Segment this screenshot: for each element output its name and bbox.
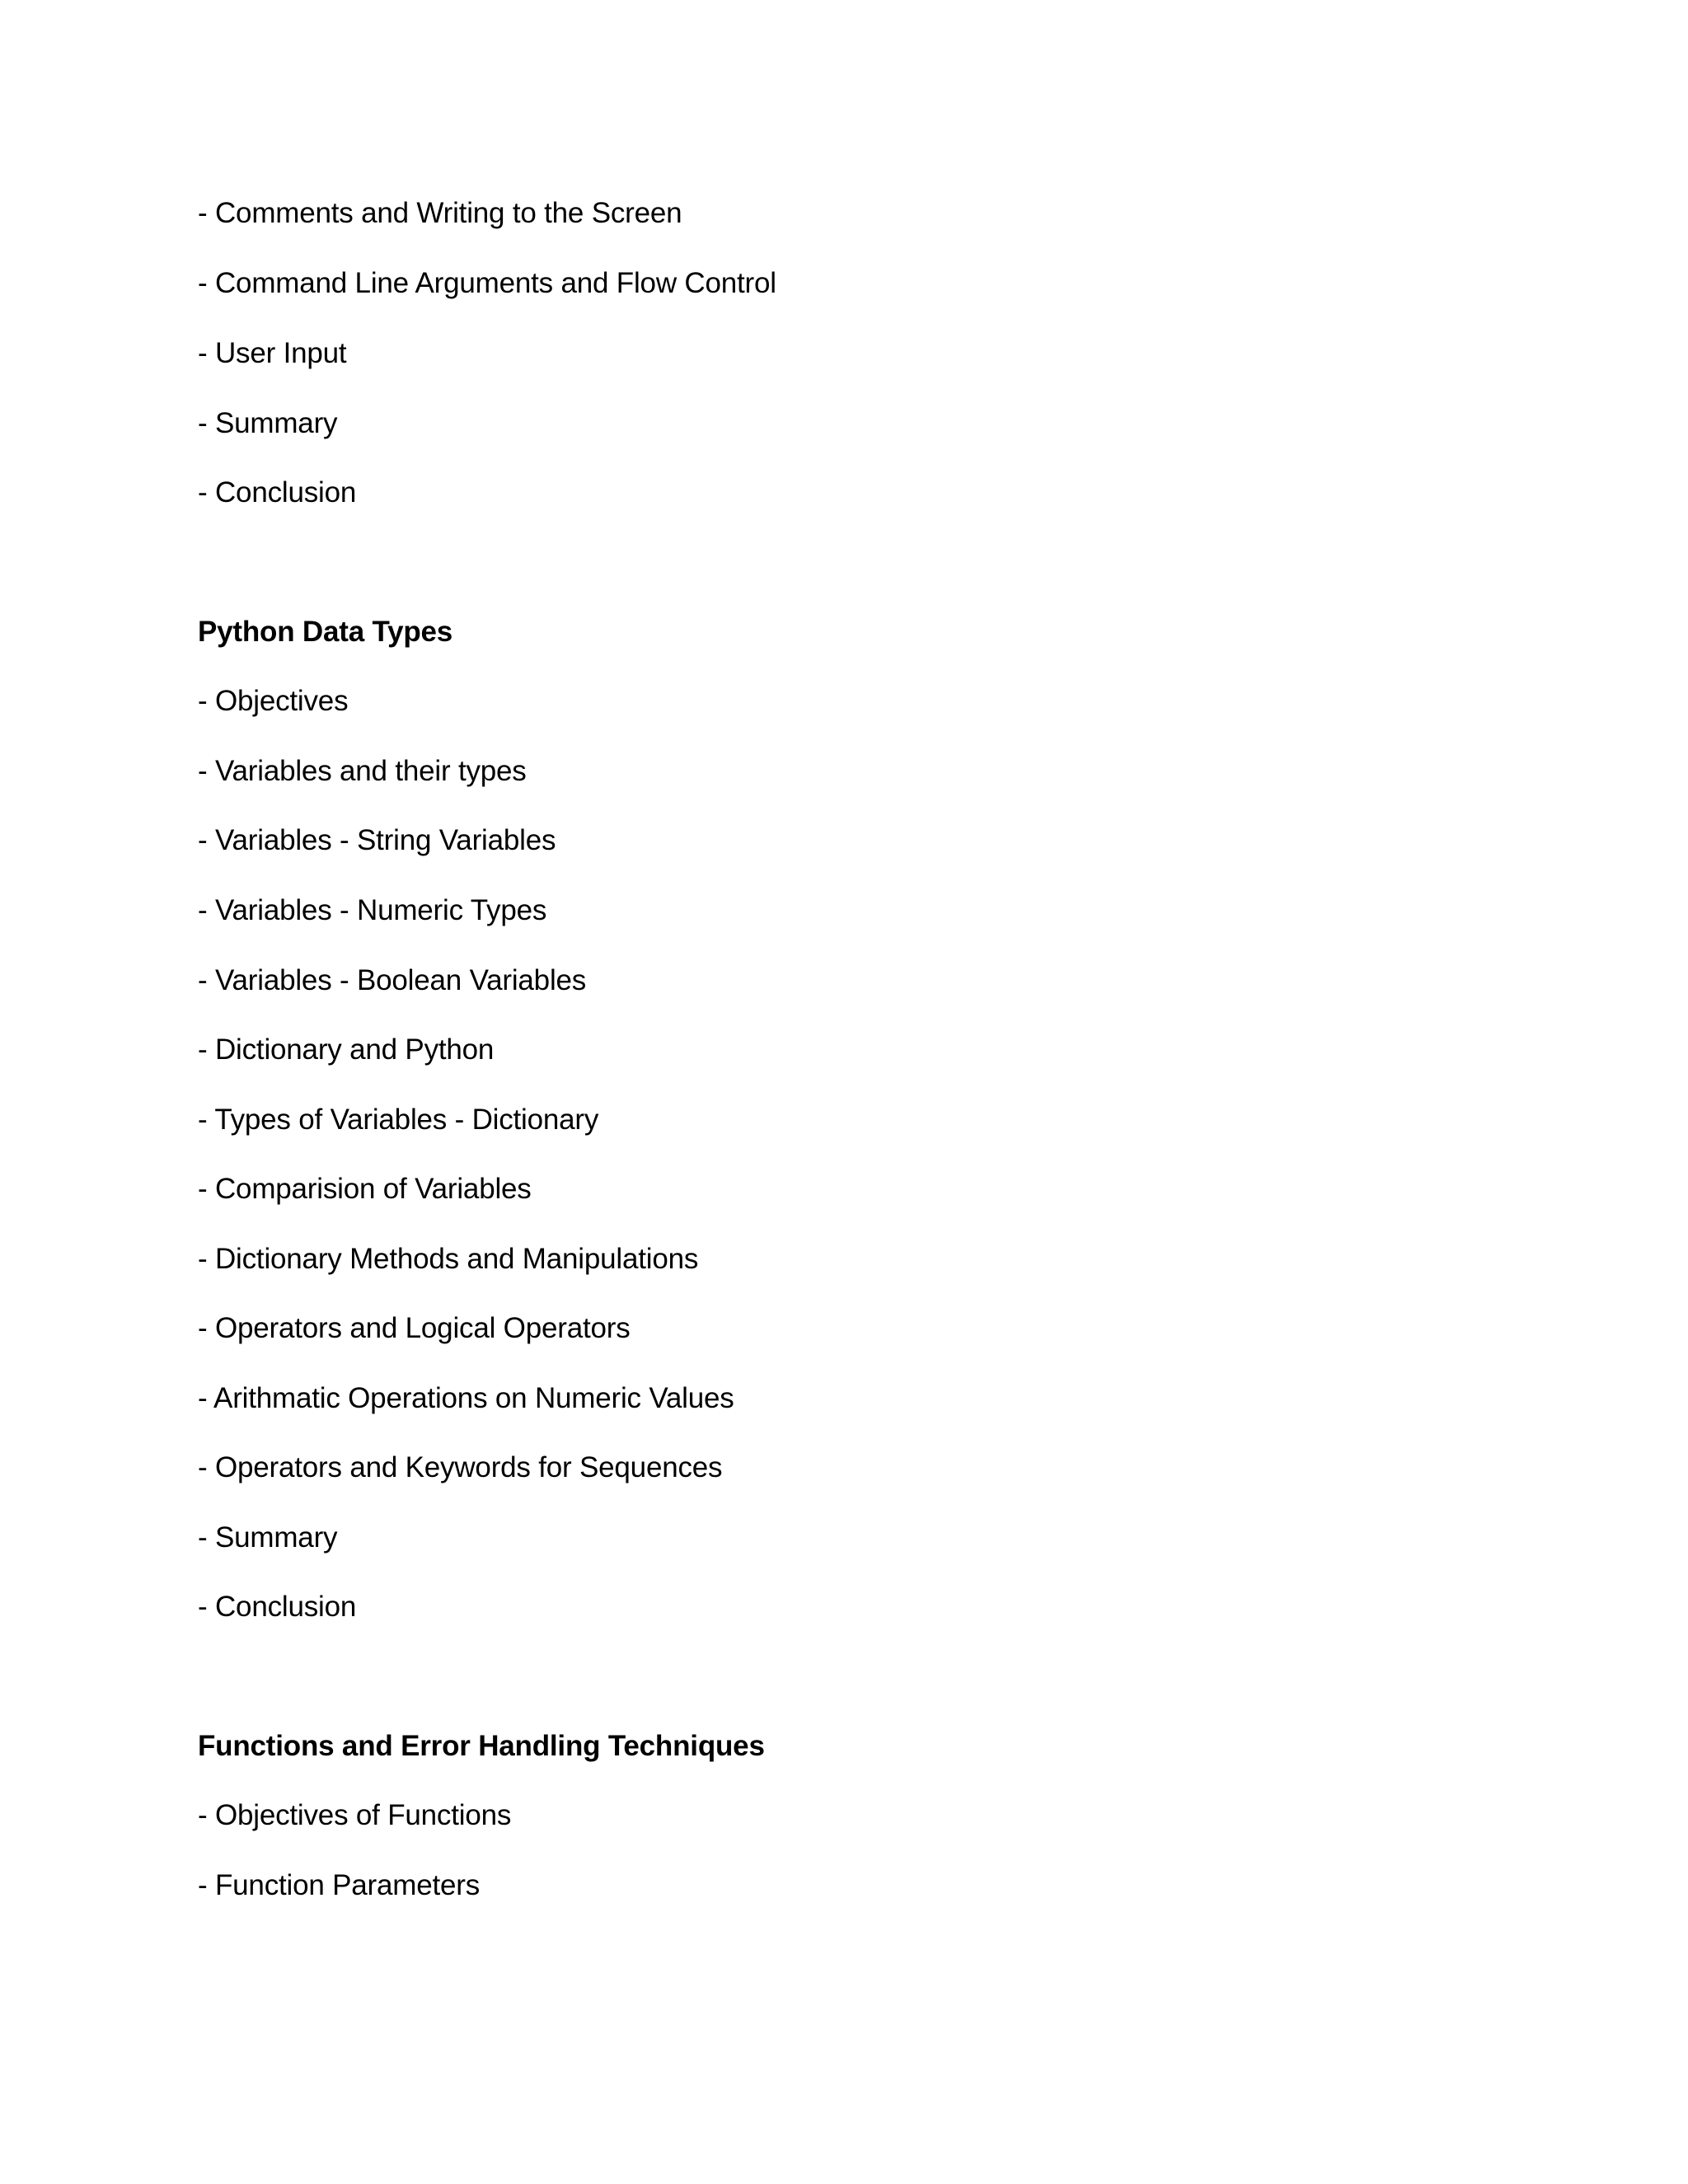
list-item: - Dictionary Methods and Manipulations (198, 1243, 699, 1275)
list-item: - Command Line Arguments and Flow Control (198, 267, 776, 299)
list-item: - Summary (198, 1521, 338, 1554)
list-item: - Comments and Writing to the Screen (198, 197, 682, 229)
list-item: - Types of Variables - Dictionary (198, 1104, 599, 1136)
list-item: - Function Parameters (198, 1869, 481, 1901)
list-item: - Objectives of Functions (198, 1799, 512, 1831)
list-item: - Variables - Numeric Types (198, 894, 547, 926)
list-item: - Objectives (198, 685, 349, 717)
section-heading: Python Data Types (198, 616, 453, 648)
list-item: - User Input (198, 337, 347, 369)
list-item: - Conclusion (198, 476, 357, 509)
list-item: - Conclusion (198, 1591, 357, 1623)
list-item: - Summary (198, 407, 338, 439)
list-item: - Dictionary and Python (198, 1033, 495, 1066)
list-item: - Variables and their types (198, 755, 527, 787)
list-item: - Arithmatic Operations on Numeric Values (198, 1382, 734, 1414)
list-item: - Operators and Logical Operators (198, 1312, 631, 1344)
list-item: - Comparision of Variables (198, 1173, 532, 1205)
list-item: - Operators and Keywords for Sequences (198, 1451, 723, 1483)
section-heading: Functions and Error Handling Techniques (198, 1730, 765, 1762)
list-item: - Variables - Boolean Variables (198, 964, 587, 996)
list-item: - Variables - String Variables (198, 824, 556, 856)
